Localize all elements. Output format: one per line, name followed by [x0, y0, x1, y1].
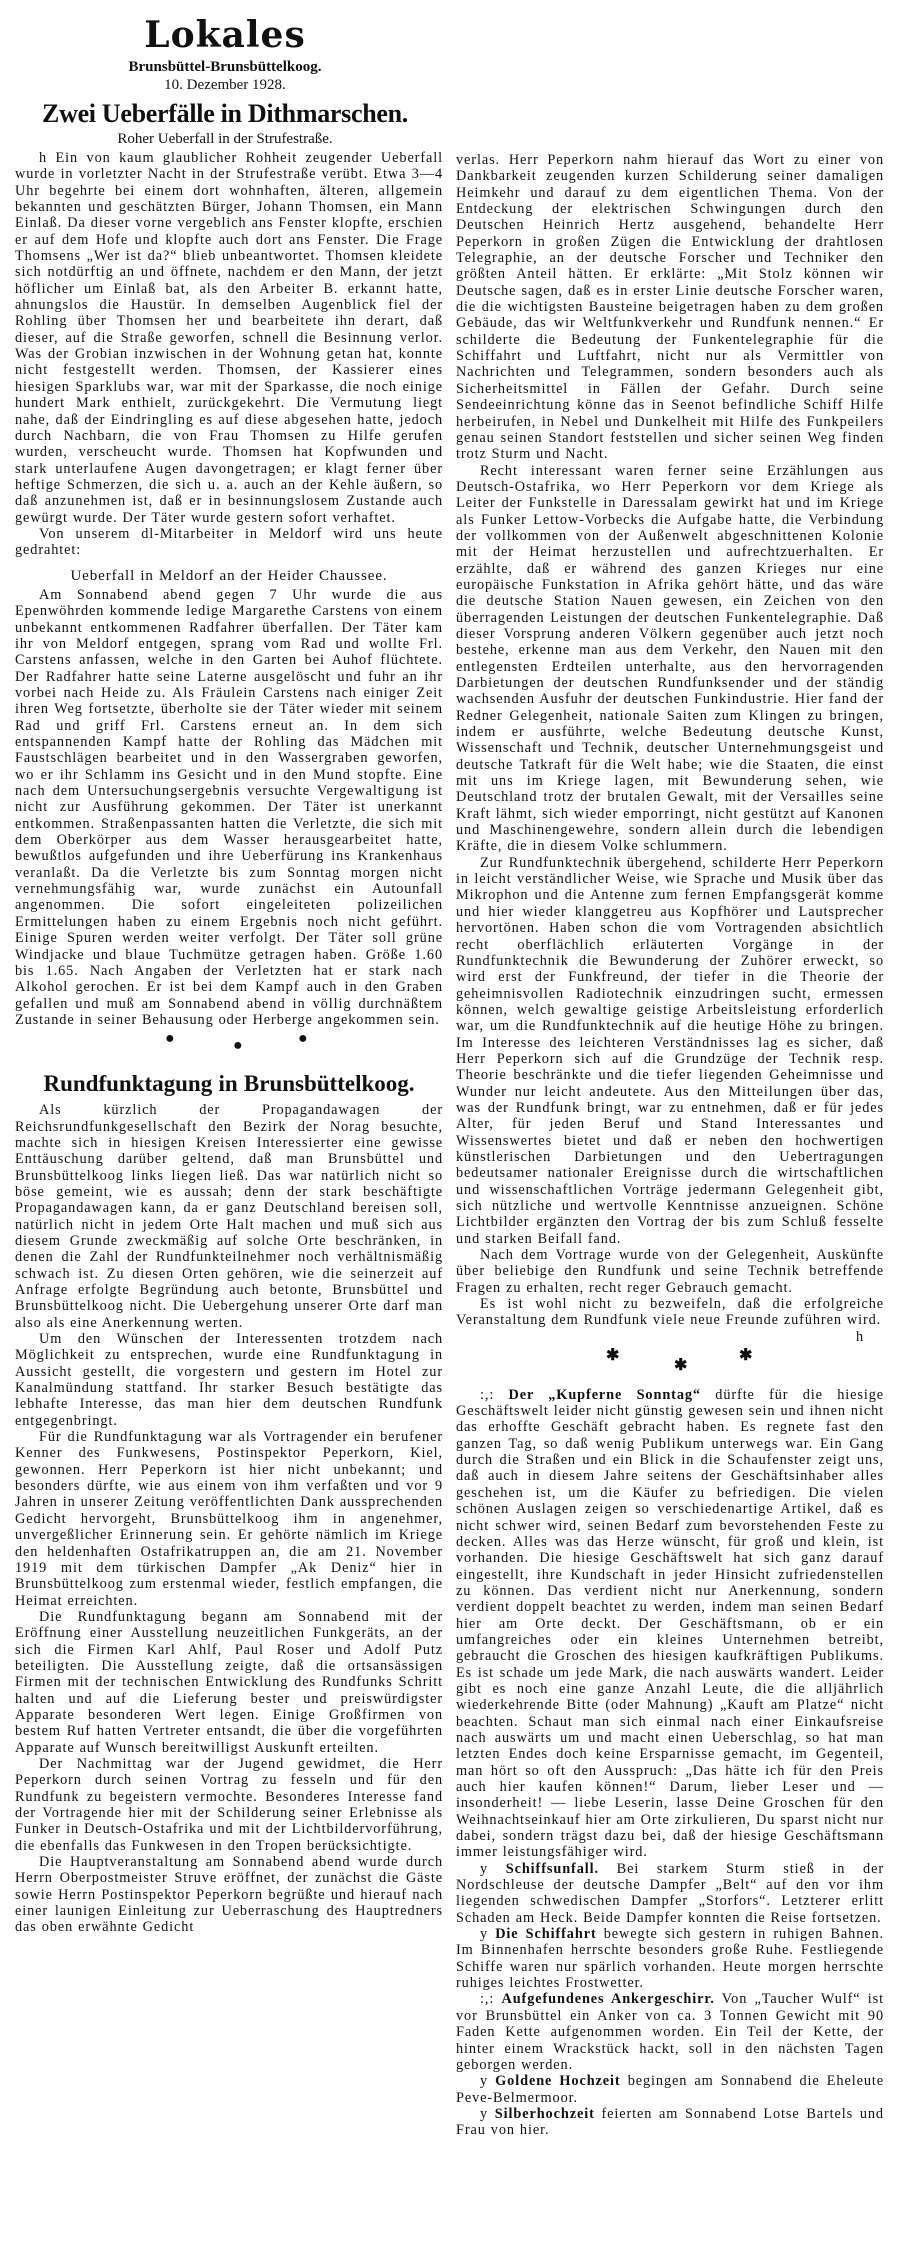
- article-paragraph: Als kürzlich der Propagandawagen der Reichsrundfunkgesellschaft den Bezirk der Norag besuchte, machte sich in hiesigen Kreisen Interessierter eine gewisse Enttäuschung darüber geltend, daß man Brunsbüttel und Brunsbüttelkoog links liegen ließ. Das war natürlich nicht so böse gemeint, wie es aussah; denn der stark beschäftigte Propagandawagen kann, da er ganz Deutschland bereisen soll, natürlich nicht in jedem Orte Halt machen und muß sich aus diesem Grunde zweckmäßig auf solche Orte beschränken, in denen die Zahl der Rundfunkteilnehmer noch verhältnismäßig schwach ist. Zu diesen Orten gehören, wie die seinerzeit auf Anfrage erfolgte Begründung auch betonte, Brunsbüttel und Brunsbüttelkoog nicht. Die Uebergehung unserer Orte darf man also als eine Anerkennung werten.: [15, 1102, 443, 1331]
- locality-heading: Brunsbüttel-Brunsbüttelkoog.: [128, 59, 322, 75]
- article-paragraph: Um den Wünschen der Interessenten trotzdem nach Möglichkeit zu entsprechen, wurde eine Rundfunktagung in Aussicht gestellt, die vorgestern und gestern im Hotel zur Kanalmündung stattfand. Ihr starker Besuch bestätigte das lebhafte Interesse, das man hier dem deutschen Rundfunk entgegenbringt.: [15, 1331, 443, 1429]
- note-marker: :,:: [480, 1991, 502, 2008]
- column-right: [456, 152, 884, 2139]
- note-marker: y: [480, 2073, 496, 2090]
- note-lead: Silberhochzeit: [494, 2105, 595, 2122]
- section-separator: [456, 1345, 884, 1387]
- article-paragraph: Recht interessant waren ferner seine Erzählungen aus Deutsch-Ostafrika, wo Herr Peperkorn vor dem Kriege als Leiter der Funkstelle in Daressalam gewirkt hat und im Kriege als Funker Lettow-Vorbecks die Aufgabe hatte, die Verbindung der vollkommen von der Außenwelt abgeschnittenen Kolonie mit der Heimat herzustellen und aufrechtzuerhalten. Er erzählte, daß er während des ganzen Krieges nur eine europäische Funkstation in Afrika gehört hätte, und das wäre die deutsche Station Nauen gewesen, ein Zeichen von den überragenden Leistungen der deutschen Funkentelegraphie. Daß dieser Vorsprung anderen Völkern gegenüber auch jetzt noch bestehe, erkenne man aus dem Verkehr, den Nauen mit den entlegensten Erdteilen unterhalte, aus den hervorragenden Darbietungen der deutschen Rundfunksender und der ständig wachsenden Ausfuhr der deutschen Funkindustrie. Hier fand der Redner Gelegenheit, nationale Saiten zum Klingen zu bringen, indem er ausführte, welche Bedeutung deutsche Kunst, Wissenschaft und Technik, deutscher Unternehmungsgeist und deutsche Tatkraft für die Welt habe; wie die Staaten, die einst mit uns im Kriege lagen, mit Bewunderung sehen, wie Deutschland trotz der brutalen Gewalt, mit der Versailles seine Kraft lähmt, sich wieder emporringt, nicht gestützt auf Kanonen und Maschinengewehre, sondern allein durch die lebendigen Kräfte, die in diesem Volke schlummern.: [456, 462, 884, 855]
- local-notes: [456, 1387, 884, 2139]
- article-2-body-continued: [456, 463, 884, 1329]
- separator-star-icon: ✱: [674, 1356, 689, 1374]
- article-2-body: [15, 1102, 443, 1936]
- article-paragraph-continued: verlas. Herr Peperkorn nahm hierauf das Wort zu einer von Dankbarkeit zeugenden kurzen Schilderung seiner damaligen Heimkehr und darauf zu dem eigentlichen Thema. Von der Entdeckung der elektrischen Schwingungen durch den Deutschen Heinrich Hertz ausgehend, behandelte Herr Peperkorn in großen Zügen die Entwicklung der drahtlosen Telegraphie, an der deutsche Forscher und Techniker den größten Anteil hätten. Er erklärte: „Mit Stolz können wir Deutsche sagen, daß es in erster Linie deutsche Forscher waren, die die wichtigsten Bausteine beigetragen haben zu dem großen Gebäude, das wir Weltfunkverkehr und Rundfunk nennen.“ Er schilderte die Bedeutung der Funkentelegraphie für die Schiffahrt und Luftfahrt, nicht nur als Vermittler von Nachrichten und Telegrammen, sondern besonders auch als Sicherheitsmittel in Fällen der Gefahr. Durch seine Sendeeinrichtung könne das in Seenot befindliche Schiff Hilfe herbeirufen, in Nebel und Dunkelheit mit Hilfe des Funkpeilers genau seinen Standort feststellen und sicher seinen Weg finden trotz Sturm und Nacht.: [456, 152, 884, 463]
- note-marker: :,:: [480, 1386, 509, 1403]
- headline-article-2: Rundfunktagung in Brunsbüttelkoog.: [43, 1071, 415, 1097]
- subheading-meldorf: Ueberfall in Meldorf an der Heider Chaussee.: [70, 567, 388, 584]
- note-lead: Goldene Hochzeit: [495, 2073, 621, 2090]
- section-separator: [15, 1028, 443, 1070]
- article-paragraph: Von unserem dl-Mitarbeiter in Meldorf wird uns heute gedrahtet:: [15, 525, 443, 559]
- note-text: feierten am Sonnabend Lotse Bartels und Frau von hier.: [456, 2105, 884, 2139]
- note-text: dürfte für die hiesige Geschäftswelt leider nicht günstig gewesen sein und ihnen nicht das erhoffte Geschäft gebracht haben. Es regnete fast den ganzen Tag, so daß wenig Publikum unterwegs war. Ein Gang durch die Straßen und ein Blick in die Schaufenster zeigt uns, daß auch in diesem Jahre seitens der Geschäftsinhaber alles geschehen ist, um die Käufer zu befriedigen. Die vielen schönen Auslagen zeigen so verschiedenartige Artikel, daß es nicht schwer wird, seinen Bedarf zum bevorstehenden Feste zu decken. Alles was das Herze wünscht, für groß und klein, ist vorhanden. Die hiesige Geschäftswelt hat sich ganz darauf eingestellt, ihre Kundschaft in jeder Hinsicht zufriedenstellen zu können. Das verdient nicht nur Anerkennung, sondern verdient doppelt beachtet zu werden, indem man seinen Bedarf hier am Orte deckt. Der Geschäftsmann, ob er ein umfangreiches oder ein kleines Unternehmen betreibt, gebraucht die Groschen des hiesigen kaufkräftigen Publikums. Es ist schade um jede Mark, die nach auswärts wandert. Leider gibt es noch eine ganze Anzahl Leute, die die alljährlich wiederkehrende Bitte (oder Mahnung) „Kauft am Platze“ nicht beachten. Schaut man sich einmal nach einer Einkaufsreise nach auswärts um und macht einen Ueberschlag, so hat man letzten Endes doch keine Ersparnisse gemacht, im Gegenteil, man hört so oft den Ausspruch: „Das hätte ich für den Preis auch hier kaufen können!“ Darum, lieber Leser und — insonderheit! — liebe Leserin, lasse Deine Groschen für den Weihnachtseinkauf hier am Orte zirkulieren, Du sparst nicht nur dabei, sondern trägst dazu bei, daß der hiesige Geschäftsmann immer leistungsfähiger wird.: [456, 1386, 884, 1861]
- news-note: [456, 1926, 884, 1991]
- note-text: begingen am Sonnabend die Eheleute Peve-Belmermoor.: [456, 2073, 884, 2106]
- article-paragraph: Es ist wohl nicht zu bezweifeln, daß die erfolgreiche Veranstaltung dem Rundfunk viele neue Freunde zuführen wird.: [456, 1296, 884, 1329]
- note-lead: Aufgefundenes Ankergeschirr.: [501, 1991, 715, 2008]
- separator-star-icon: ●: [233, 1037, 244, 1055]
- left-page-half: [0, 0, 450, 1936]
- separator-star-icon: ✱: [739, 1346, 754, 1364]
- note-text: bewegte sich gestern in ruhigen Bahnen. Im Binnenhafen herrschte besonders große Ruhe. Festliegende Schiffe waren nur spärlich vorhanden. Heute morgen herrschte ruhiges leichtes Frostwetter.: [456, 1926, 885, 1992]
- note-marker: y: [480, 2105, 495, 2122]
- note-text: Bei starkem Sturm stieß in der Nordschleuse der deutsche Dampfer „Belt“ auf den vor ihm liegenden schwedischen Dampfer „Storfors“. Letzterer erlitt Schaden am Heck. Beide Dampfer konnten die Reise fortsetzen.: [456, 1860, 884, 1926]
- subheading-strufestrasse: Roher Ueberfall in der Strufestraße.: [117, 131, 333, 147]
- article-paragraph: h Ein von kaum glaublicher Rohheit zeugender Ueberfall wurde in vorletzter Nacht in der Strufestraße verübt. Etwa 3—4 Uhr begehrte bei einem dort wohnhaften, älteren, allgemein bekannten und geschätzten Bürger, Johann Thomsen, ein Mann Einlaß. Da dieser vorne vergeblich ans Fenster klopfte, erschien er auf dem Hofe und klopfte auch dort ans Fenster. Die Frage Thomsens „Wer ist da?“ blieb unbeantwortet. Thomsen kleidete sich notdürftig an und öffnete, nachdem er den Mann, der jetzt höflicher um Einlaß bat, als den Arbeiter B. erkannt hatte, ahnungslos die Haustür. In demselben Augenblick fiel der Rohling über Thomsen her und bearbeitete ihn derart, daß dieser, auf die Straße geworfen, schnell die Besinnung verlor. Was der Grobian inzwischen in der Wohnung getan hat, konnte nicht festgestellt werden. Thomsen, der Kassierer eines hiesigen Sparklubs war, war mit der Sparkasse, die noch einige hundert Mark enthielt, zurückgekehrt. Die Vermutung liegt nahe, daß der Eindringling es auf diese abgesehen hatte, jedoch durch Nachbarn, die von Frau Thomsen zu Hilfe gerufen wurden, verscheucht wurde. Thomsen hat Kopfwunden und stark unterlaufene Augen davongetragen; er klagt ferner über heftige Schmerzen, die sich u. a. auch an der Kehle äußern, so daß anzunehmen ist, daß er in besinnungslosem Zustande auch gewürgt wurde. Der Täter wurde gestern sofort verhaftet.: [15, 150, 443, 526]
- article-paragraph: Am Sonnabend abend gegen 7 Uhr wurde die aus Epenwöhrden kommende ledige Margarethe Carstens von einem unbekannt entkommenen Radfahrer überfallen. Der Täter kam ihr von Meldorf entgegen, sprang vom Rad und wollte Frl. Carstens anfassen, welche in den Garten bei Auhof flüchtete. Der Radfahrer hatte seine Laterne ausgelöscht und fuhr an ihr vorbei nach Heide zu. Als Fräulein Carstens nach einiger Zeit ihren Weg fortsetzte, überholte sie der Täter wieder mit seinem Rad und griff Frl. Carstens erneut an. In dem sich entspannenden Kampf hatte der Rohling das Mädchen mit Faustschlägen bearbeitet und in den Wassergraben geworfen, wo er ihr Schlamm ins Gesicht und in den Mund stopfte. Eine nach dem Untersuchungsergebnis versuchte Vergewaltigung ist nicht zur Ausführung gekommen. Der Täter ist unerkannt entkommen. Straßenpassanten hatten die Verletzte, die sich mit dem Oberkörper aus dem Wasser herausgearbeitet hatte, bewußtlos aufgefunden und ihre Ueberfürung ins Krankenhaus veranlaßt. Da die Verletzte bis zum Sonntag morgen nicht vernehmungsfähig war, wurde zunächst ein Autounfall angenommen. Die sofort eingeleiteten polizeilichen Ermittelungen haben zu einem Ergebnis noch nicht geführt. Einige Spuren werden weiter verfolgt. Der Täter soll grüne Windjacke und blaue Tuchmütze getragen haben. Größe 1.60 bis 1.65. Nach Angaben der Verletzten hat er stark nach Alkohol gerochen. Er ist bei dem Kampf auch in den Graben gefallen und muß am Sonnabend abend in völlig durchnäßtem Zustande in seiner Behausung oder Herberge angekommen sein.: [15, 586, 443, 1028]
- headline-article-1: Zwei Ueberfälle in Dithmarschen.: [42, 99, 408, 128]
- note-marker: y: [480, 1860, 506, 1877]
- news-note: [456, 1991, 884, 2073]
- note-lead: Der „Kupferne Sonntag“: [508, 1386, 701, 1403]
- article-paragraph: Die Hauptveranstaltung am Sonnabend abend wurde durch Herrn Oberpostmeister Struve eröffnet, der zunächst die Gäste sowie Herrn Postinspektor Peperkorn begrüßte und hierauf nach einer launigen Einleitung zur Ueberraschung des Hauptredners das oben erwähnte Gedicht: [15, 1854, 443, 1936]
- news-note: [456, 2073, 884, 2106]
- article-paragraph: Für die Rundfunktagung war als Vortragender ein berufener Kenner des Funkwesens, Postinspektor Peperkorn, Kiel, gewonnen. Herr Peperkorn ist hier nicht unbekannt; und besonders dürfte, wie aus einem von ihm verfaßten und vor 9 Jahren in unserer Zeitung veröffentlichten Dank aussprechenden Gedicht hervorgeht, Brunsbüttelkoog ihm in angenehmer, unvergeßlicher Erinnerung sein. Er gehörte nämlich im Kriege den heldenhaften Ostafrikatruppen an, die am 21. November 1919 mit dem türkischen Dampfer „Ak Deniz“ hier in Brunsbüttelkoog zum erstenmal wieder, festlich empfangen, die Heimat erreichten.: [15, 1429, 443, 1609]
- author-signature: h: [855, 1328, 864, 1345]
- article-paragraph: Der Nachmittag war der Jugend gewidmet, die Herr Peperkorn durch seinen Vortrag zu fesseln und für den Rundfunk zu begeistern vermochte. Besonderes Interesse fand der Vortragende hier mit der Schilderung seiner Erlebnisse als Funker in Deutsch-Ostafrika und mit der Lichtbildervorführung, die ebenfalls das Funkwesen in den Tropen berücksichtigte.: [15, 1755, 443, 1854]
- separator-star-icon: ✱: [606, 1346, 621, 1364]
- article-paragraph: Zur Rundfunktechnik übergehend, schilderte Herr Peperkorn in leicht verständlicher Weise, wie Sprache und Musik über das Mikrophon und die Antenne zum fernen Empfangsgerät komme und hier wieder klanggetreu aus Kopfhörer und Lautsprecher hervortönen. Haben schon die vom Vortragenden absichtlich recht oberflächlich erläuterten Vorgänge in der Rundfunktechnik die Bewunderung der Zuhörer erweckt, so wird erst der Funkfreund, der tiefer in die Theorie der geheimnisvollen Radiotechnik einzudringen sucht, ermessen können, welch gewaltige geistige Arbeitsleistung erforderlich war, um die Rundfunktechnik auf die heutige Höhe zu bringen. Im Interesse des leichteren Verständnisses lag es sicher, daß Herr Peperkorn sich auf die Grundzüge der Technik resp. Theorie beschränkte und die tiefer liegenden Geheimnisse und Wunder nur leicht andeutete. Aus den Mitteilungen über das, was der Rundfunk bringt, war zu entnehmen, daß er für jedes Alter, für jeden Beruf und Stand Interessantes und Wissenswertes bietet und daß er neben den hochwertigen künstlerischen Darbietungen und den Uebertragungen bedeutsamer nationaler Ereignisse durch die wirtschaftlichen und wissenschaftlichen Vorträge jedermann Gelegenheit gibt, sich nützliche und wertvolle Kenntnisse anzueignen. Schöne Lichtbilder ergänzten den Vortrag der bis zum Schluß fesselte und starken Beifall fand.: [456, 854, 884, 1247]
- news-note: [456, 1387, 884, 1861]
- news-note: [456, 1861, 884, 1926]
- article-paragraph: Nach dem Vortrage wurde von der Gelegenheit, Auskünfte über beliebige den Rundfunk und seine Technik betreffende Fragen zu erhalten, recht reger Gebrauch gemacht.: [456, 1247, 884, 1296]
- masthead: [0, 0, 450, 148]
- separator-star-icon: ●: [298, 1030, 309, 1048]
- section-title: Lokales: [144, 14, 306, 56]
- dateline: 10. Dezember 1928.: [164, 77, 286, 93]
- news-note: [456, 2106, 884, 2139]
- note-lead: Die Schiffahrt: [495, 1926, 597, 1943]
- column-left: [15, 150, 443, 1936]
- separator-star-icon: ●: [165, 1030, 176, 1048]
- note-text: Von „Taucher Wulf“ ist vor Brunsbüttel ein Anker von ca. 3 Tonnen Gewicht mit 90 Faden Kette aufgenommen worden. Ein Teil der Kette, der hinter einem Wrackstück hackt, soll in den nächsten Tagen geborgen werden.: [456, 1991, 884, 2073]
- note-marker: y: [480, 1926, 496, 1943]
- article-paragraph: Die Rundfunktagung begann am Sonnabend mit der Eröffnung einer Ausstellung neuzeitlichen Funkgeräts, an der sich die Firmen Karl Ahlf, Paul Roser und Adolf Putz beteiligten. Die Ausstellung zeigte, daß die ortsansässigen Firmen mit der technischen Entwicklung des Rundfunks Schritt halten und auf die Lieferung bester und preiswürdigster Apparate besonderen Wert legen. Einige Großfirmen von bestem Ruf hatten Vertreter entsandt, die über die vorgeführten Apparate auf Wunsch bereitwilligst Auskunft erteilten.: [15, 1608, 443, 1756]
- note-lead: Schiffsunfall.: [505, 1860, 599, 1877]
